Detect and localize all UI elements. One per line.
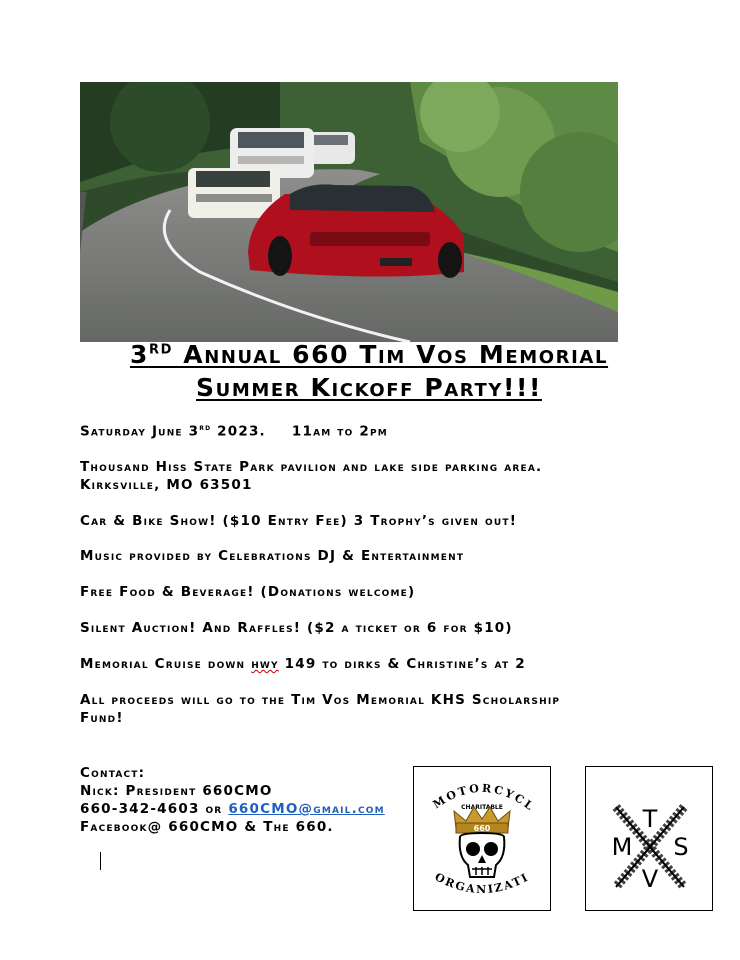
date-suffix: 2023. xyxy=(211,423,266,440)
cruise-after: 149 to dirks & Christine’s at 2 xyxy=(278,656,526,672)
logo-top-text: MOTORCYCL xyxy=(430,781,538,815)
event-location-line-2: Kirksville, MO 63501 xyxy=(80,477,253,493)
proceeds-line-2: Fund! xyxy=(80,710,124,726)
contact-email-link[interactable]: 660CMO@gmail.com xyxy=(228,801,385,817)
skull-crown-icon xyxy=(414,767,550,910)
proceeds-line-1: All proceeds will go to the Tim Vos Memorial KHS Scholarship xyxy=(80,692,561,708)
contact-name: Nick: President 660CMO xyxy=(80,783,273,799)
car-show-info: Car & Bike Show! ($10 Entry Fee) 3 Trophy’s given out! xyxy=(80,513,518,529)
cruise-info xyxy=(80,656,526,672)
title-rest: Annual 660 Tim Vos Memorial xyxy=(172,340,609,369)
tvms-logo xyxy=(585,766,713,911)
contact-phone: 660-342-4603 or xyxy=(80,801,229,817)
tire-track-cross-icon xyxy=(586,767,712,910)
logo-letter-s: S xyxy=(673,833,689,861)
cruise-before: Memorial Cruise down xyxy=(80,656,252,672)
event-time: 11am to 2pm xyxy=(291,423,388,440)
logo-letter-m: M xyxy=(611,833,633,861)
event-title-line-1 xyxy=(0,340,738,369)
logo-crown-text: 660 xyxy=(473,824,491,833)
date-superscript: rd xyxy=(199,423,212,432)
cruise-hwy: hwy xyxy=(251,656,279,672)
auction-info: Silent Auction! And Raffles! ($2 a ticket or 6 for $10) xyxy=(80,620,513,636)
logo-bottom-text: ORGANIZATI xyxy=(432,870,532,897)
title-line-2-text: Summer Kickoff Party!!! xyxy=(196,373,542,402)
date-prefix: Saturday June 3 xyxy=(80,423,200,440)
logo-middle-text: CHARITABLE xyxy=(461,804,503,811)
title-superscript: RD xyxy=(148,342,173,358)
contact-heading: Contact: xyxy=(80,765,146,781)
photo-illustration xyxy=(80,82,618,342)
contact-facebook: Facebook@ 660CMO & The 660. xyxy=(80,819,334,835)
logo-letter-t: T xyxy=(642,805,658,833)
event-title-line-2 xyxy=(0,373,738,402)
event-photo-cars-on-road xyxy=(80,82,618,342)
title-number: 3 xyxy=(129,340,149,369)
text-cursor xyxy=(100,852,101,870)
cmo-logo xyxy=(413,766,551,911)
food-info: Free Food & Beverage! (Donations welcome) xyxy=(80,584,416,600)
contact-phone-email xyxy=(80,801,385,817)
event-date xyxy=(80,423,388,440)
music-info: Music provided by Celebrations DJ & Entertainment xyxy=(80,548,465,564)
event-location-line-1: Thousand Hiss State Park pavilion and lake side parking area. xyxy=(80,459,543,475)
logo-letter-v: V xyxy=(641,865,659,893)
